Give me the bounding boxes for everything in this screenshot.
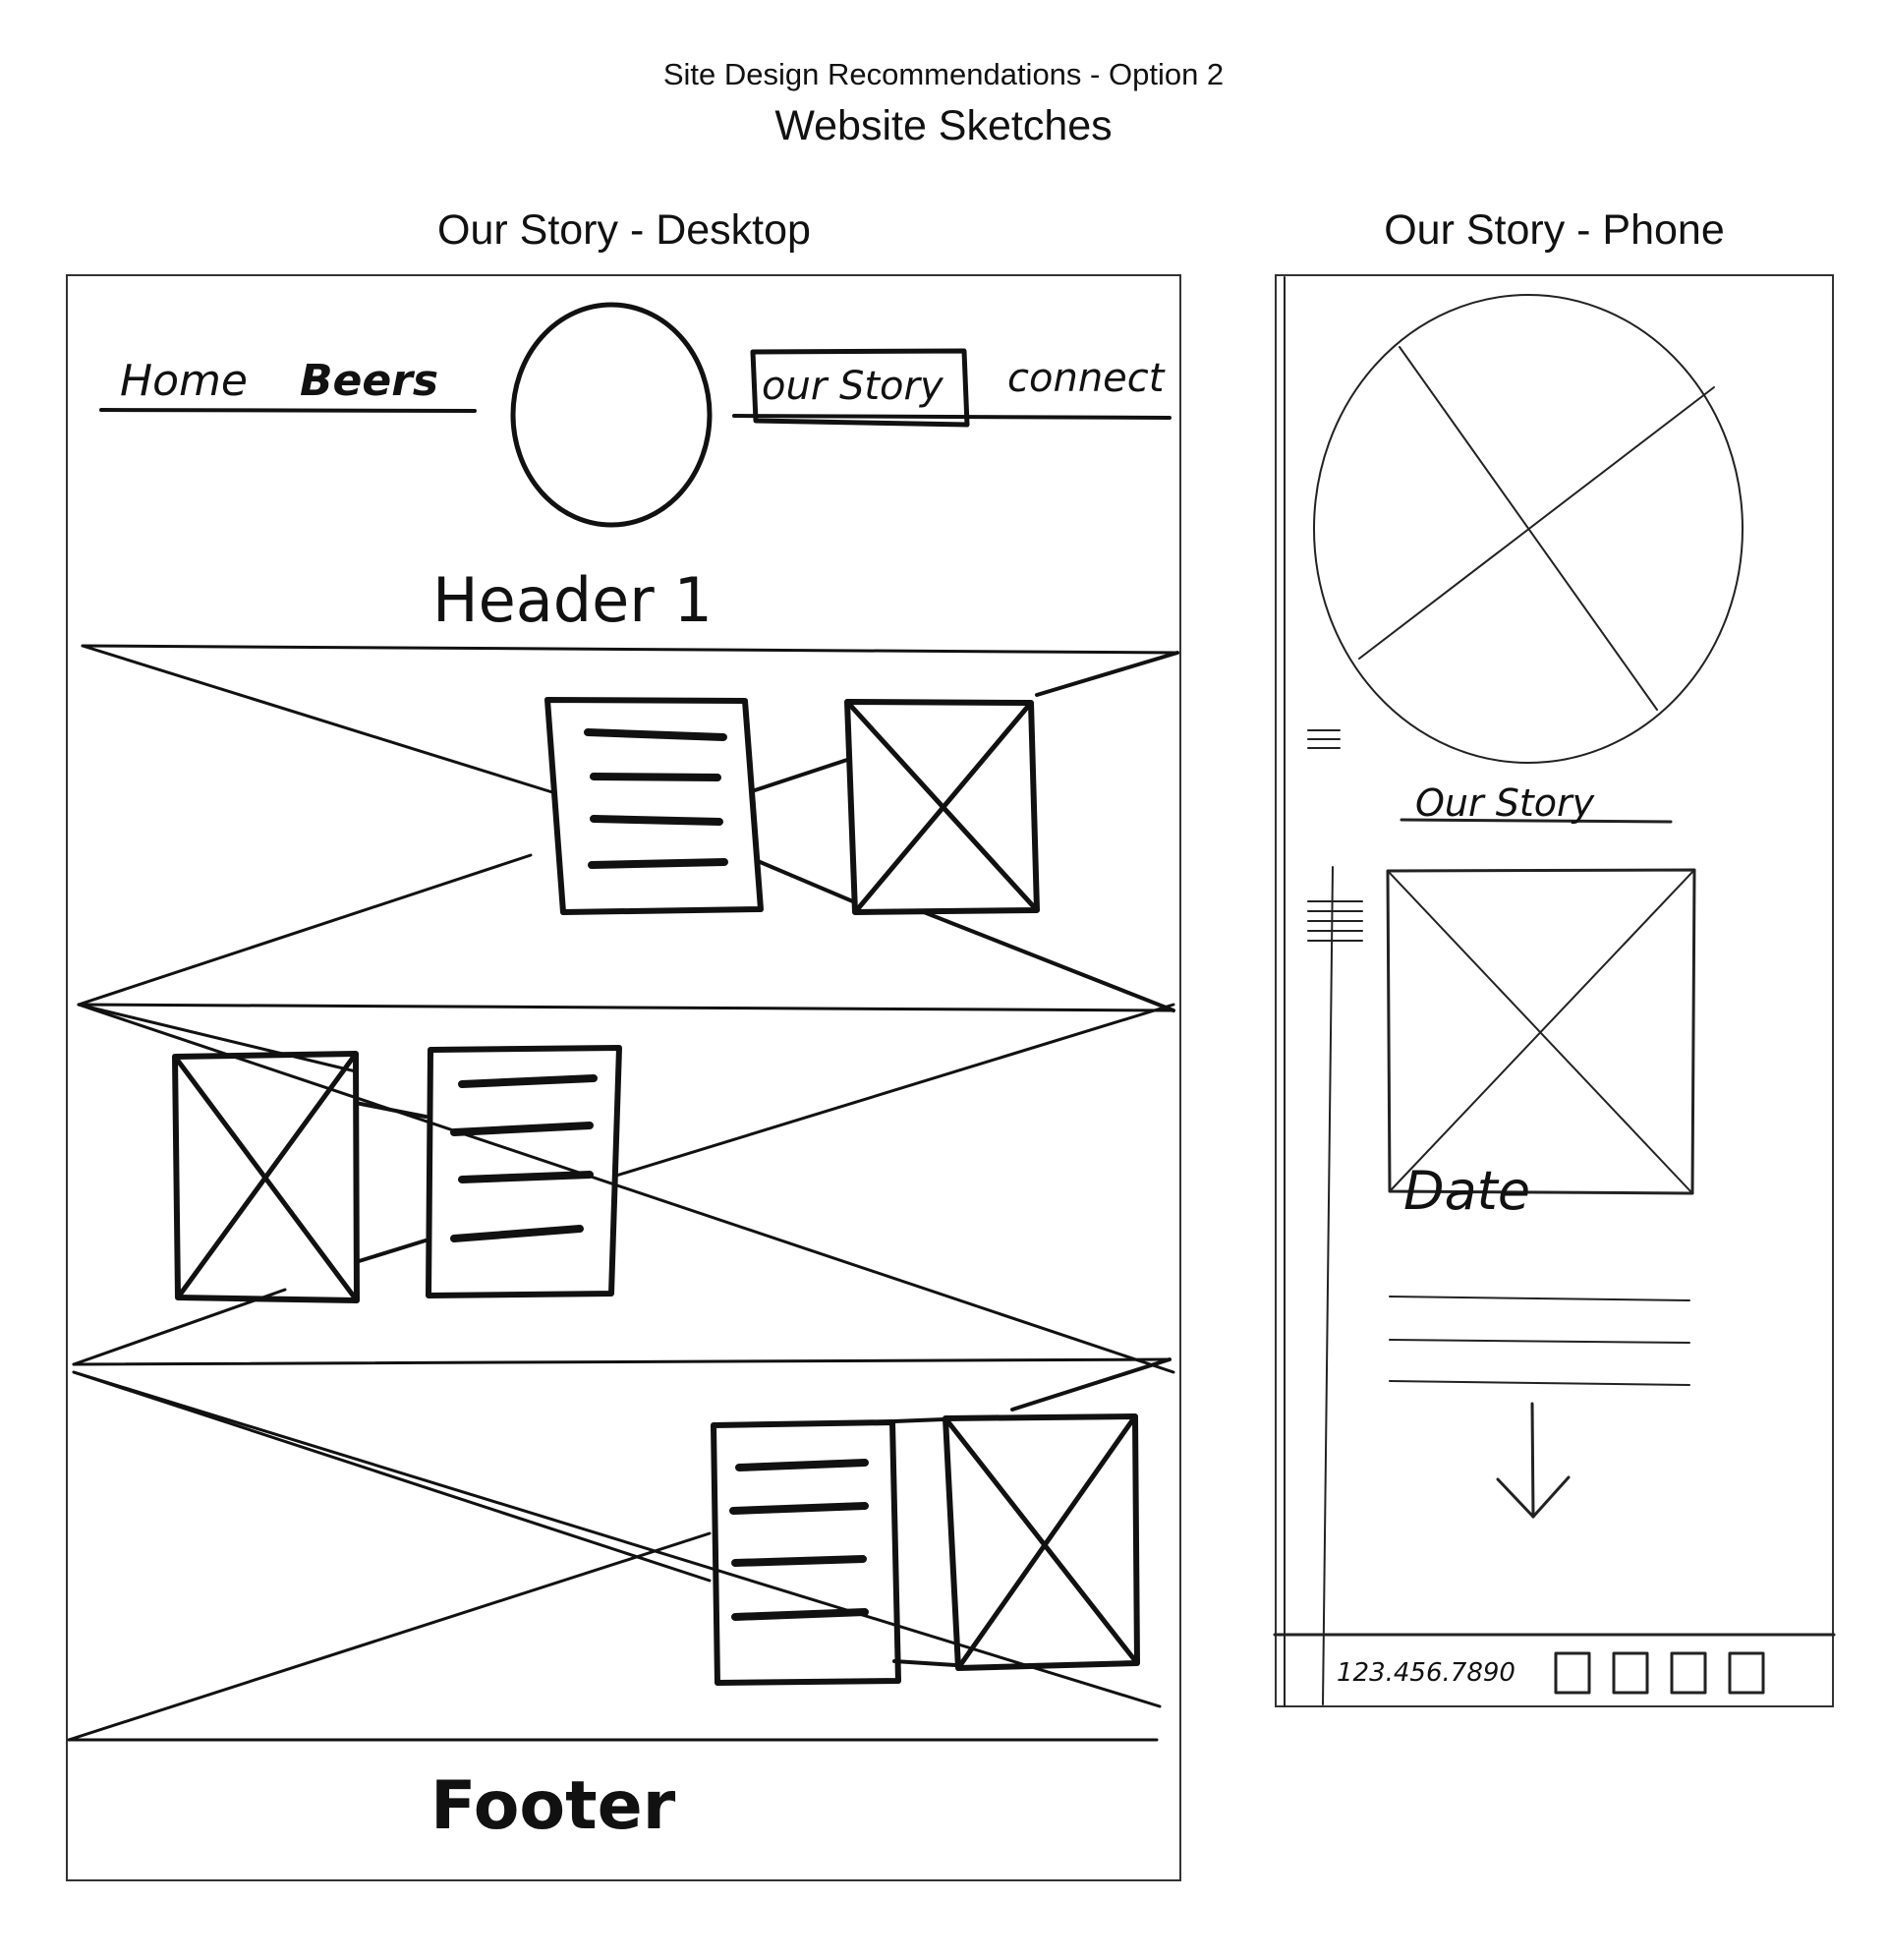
logo-placeholder-circle [513,305,710,525]
footer-label: Footer [430,1767,676,1845]
phone-timeline-marker [1308,901,1362,941]
phone-text-lines [1390,1297,1689,1385]
nav-home-label: Home [120,356,248,406]
phone-date-label: Date [1403,1160,1531,1222]
document-subtitle: Site Design Recommendations - Option 2 [662,57,1225,91]
header-label: Header 1 [432,564,713,636]
social-icon-2 [1614,1653,1647,1693]
nav-right-underline [734,416,1170,418]
desktop-sketch-title: Our Story - Desktop [437,206,811,254]
nav-left-underline [101,410,475,411]
document-title: Website Sketches [774,102,1113,149]
social-icon-3 [1672,1653,1705,1693]
social-icon-1 [1556,1653,1589,1693]
phone-timeline-line [1323,867,1333,1704]
social-icons-group [1556,1653,1763,1693]
section-3-sketch [69,1359,1170,1740]
phone-section-label: Our Story [1415,781,1595,825]
nav-connect-label: connect [1007,356,1165,401]
phone-sketch-title: Our Story - Phone [1384,206,1725,254]
section-1-sketch [79,646,1177,1010]
phone-menu-icon [1308,730,1340,748]
phone-number-label: 123.456.7890 [1337,1658,1515,1688]
nav-our-story-label: our Story [762,364,944,409]
scroll-down-arrow-icon [1498,1404,1569,1517]
nav-beers-label: Beers [300,356,439,406]
social-icon-4 [1730,1653,1763,1693]
section-2-sketch [74,1005,1173,1372]
